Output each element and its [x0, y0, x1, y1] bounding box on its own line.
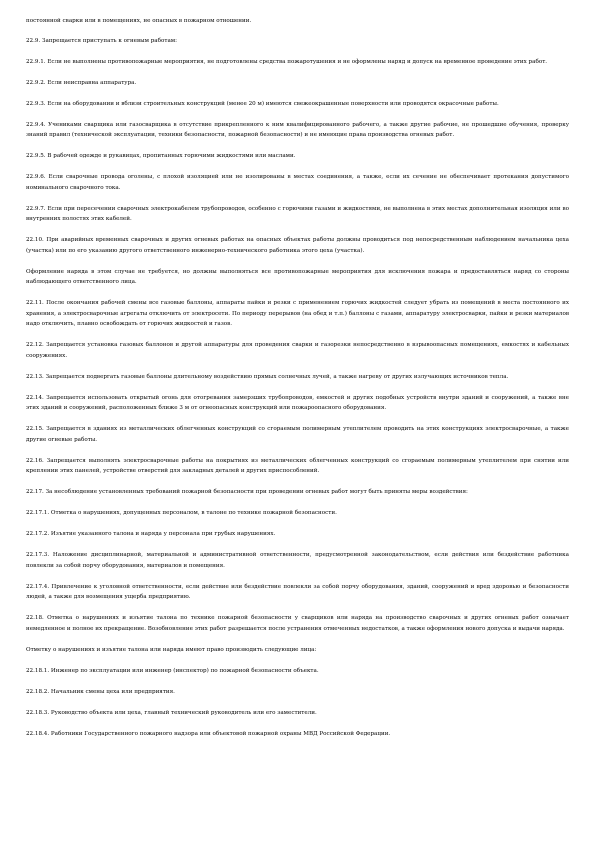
paragraph: 22.10. При аварийных временных сварочных и других огневых работах на опасных объектах работы должны проводиться под непосредственным наблюдением начальника цеха (участка) или по его указанию другого ответственного инженерно-технического работника этого цеха (участка). [26, 237, 569, 254]
paragraph: 22.18.3. Руководство объекта или цеха, главный технический руководитель или его заместители. [26, 709, 317, 716]
paragraph: 22.18.4. Работники Государственного пожарного надзора или объектовой пожарной охраны МВД Российской Федерации. [26, 730, 391, 737]
paragraph: 22.9.7. Если при пересечении сварочных электрокабелем трубопроводов, особенно с горючими газами и жидкостями, не выполнена в этих местах дополнительная изоляция или во внутренних полостях этих кабелей. [26, 205, 569, 222]
paragraph: 22.16. Запрещается выполнять электросварочные работы на покрытиях из металлических облегченных конструкций со сгораемым полимерным утеплителем при снятии или креплении этих панелей, устройстве отверстий для закладных деталей и других приспособлений. [26, 457, 569, 474]
paragraph: Отметку о нарушениях и изъятие талона или наряда имеют право производить следующие лица: [26, 646, 317, 653]
paragraph: 22.17.4. Привлечение к уголовной ответственности, если действие или бездействие повлекли за собой порчу оборудования, зданий, сооружений и вред здоровью и безопасности людей, а также для возмещения ущерба предприятию. [26, 583, 569, 600]
paragraph: 22.9. Запрещается приступать к огневым работам: [26, 37, 178, 44]
paragraph: 22.17.3. Наложение дисциплинарной, материальной и административной ответственности, предусмотренной законодательством, если действия или бездействие работника повлекли за собой порчу оборудования, материалов и помещения. [26, 552, 569, 569]
paragraph: 22.9.6. Если сварочные провода оголены, с плохой изоляцией или не изолированы в местах соединения, а также, если их сечение не обеспечивает протекания допустимого номинального сварочного тока. [26, 174, 569, 191]
paragraph: 22.17.2. Изъятие указанного талона и наряда у персонала при грубых нарушениях. [26, 531, 276, 537]
paragraph: 22.18.2. Начальник смены цеха или предприятия. [26, 688, 175, 695]
paragraph: 22.17. За несоблюдение установленных требований пожарной безопасности при проведении огневых работ могут быть приняты меры воздействия: [26, 489, 468, 495]
paragraph: 22.12. Запрещается установка газовых баллонов и другой аппаратуры для проведения сварки и газорезки непосредственно в взрывоопасных помещениях, емкостях и кабельных сооружениях. [26, 342, 569, 359]
paragraph: 22.9.1. Если не выполнены противопожарные мероприятия, не подготовлены средства пожаротушения и не оформлены наряд и допуск на временное проведение этих работ. [26, 58, 548, 65]
paragraph: 22.9.4. Учениками сварщика или газосварщика в отсутствие прикрепленного к ним квалифицированного рабочего, а также другие рабочие, не прошедшие обучения, проверку знаний правил (технической эксплуатации, техники безопасности, пожарной безопасности) и не имеющие права производства огневых работ. [26, 121, 569, 138]
paragraph: постоянной сварки или в помещениях, не опасных в пожарном отношении. [26, 18, 252, 24]
paragraph: 22.18.1. Инженер по эксплуатации или инженер (инспектор) по пожарной безопасности объекта. [26, 667, 319, 674]
paragraph: 22.15. Запрещается в зданиях из металлических облегченных конструкций со сгораемым полимерным утеплителем проводить на этих конструкциях электросварочные, а также другие огневые работы. [26, 426, 569, 443]
paragraph: 22.9.3. Если на оборудовании и вблизи строительных конструкций (менее 20 м) имеются свежеокрашенные поверхности или проводятся окрасочные работы. [26, 100, 499, 107]
paragraph: Оформление наряда в этом случае не требуется, но должны выполняться все противопожарные мероприятия для исключения пожара и предоставляться наряд со стороны наблюдающего ответственного лица. [26, 268, 569, 285]
paragraph: 22.17.1. Отметка о нарушениях, допущенных персоналом, в талоне по технике пожарной безопасности. [26, 510, 337, 516]
paragraph: 22.18. Отметка о нарушениях и изъятие талона по технике пожарной безопасности у сварщиков или наряда на производство сварочных и других огневых работ означает немедленное и полное их прекращение. Возобновление этих работ разрешается после устранения отмеченных недостатков, а также оформления нового допуска и выдачи наряда. [26, 615, 569, 632]
document-page [26, 16, 569, 750]
paragraph: 22.11. После окончания рабочей смены все газовые баллоны, аппараты пайки и резки с применением горючих жидкостей следует убрать из помещений в места постоянного их хранения, а электросварочные агрегаты отключить от электросети. По периоду перерывов (на обед и т.п.) баллоны с газами, аппаратуру электросварки, пайки и резки материалов надо отключить, плавно освобождать от горючих жидкостей и газов. [26, 300, 569, 327]
paragraph: 22.13. Запрещается подвергать газовые баллоны длительному воздействию прямых солнечных лучей, а также нагреву от других излучающих источников тепла. [26, 373, 509, 380]
paragraph: 22.14. Запрещается использовать открытый огонь для отогревания замерзших трубопроводов, емкостей и других подобных устройств внутри зданий и сооружений, а также вне этих зданий и сооружений, расположенных ближе 3 м от огнеопасных конструкций или пожароопасного оборудования. [26, 394, 569, 411]
paragraph: 22.9.5. В рабочей одежде и рукавицах, пропитанных горючими жидкостями или маслами. [26, 153, 296, 159]
paragraph: 22.9.2. Если неисправна аппаратура. [26, 79, 137, 86]
